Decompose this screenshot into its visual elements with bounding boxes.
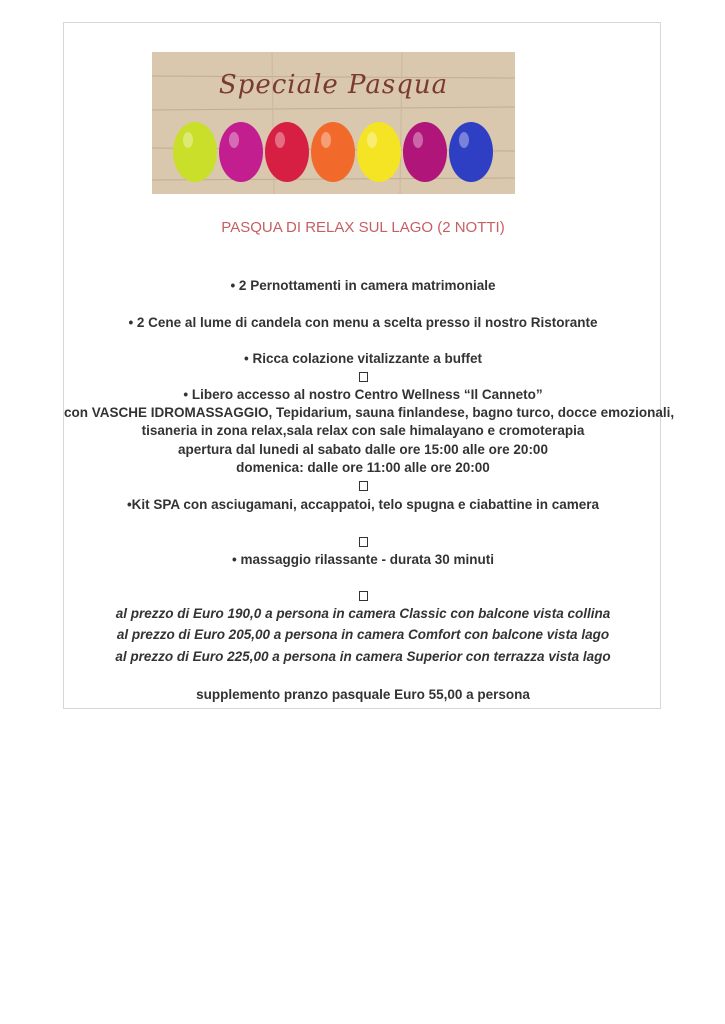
easter-egg — [173, 122, 217, 182]
placeholder-glyph — [64, 368, 662, 386]
price-superior: al prezzo di Euro 225,00 a persona in camera Superior con terrazza vista lago — [115, 649, 611, 664]
egg-highlight — [229, 132, 239, 148]
price-classic: al prezzo di Euro 190,0 a persona in camera Classic con balcone vista collina — [115, 606, 611, 621]
supplement-note: supplemento pranzo pasquale Euro 55,00 a persona — [196, 687, 530, 702]
item-cene: • 2 Cene al lume di candela con menu a scelta presso il nostro Ristorante — [128, 315, 598, 330]
placeholder-glyph — [64, 587, 662, 605]
easter-egg — [357, 122, 401, 182]
item-wellness-details: con VASCHE IDROMASSAGGIO, Tepidarium, sauna finlandese, bagno turco, docce emozionali, — [64, 405, 675, 420]
egg-highlight — [183, 132, 193, 148]
easter-egg — [219, 122, 263, 182]
banner-title: Speciale Pasqua — [218, 70, 449, 100]
price-comfort: al prezzo di Euro 205,00 a persona in camera Comfort con balcone vista lago — [116, 627, 610, 642]
egg-highlight — [321, 132, 331, 148]
item-pernottamenti: • 2 Pernottamenti in camera matrimoniale — [230, 278, 496, 293]
placeholder-glyph — [64, 533, 662, 551]
item-colazione: • Ricca colazione vitalizzante a buffet — [243, 351, 483, 366]
easter-banner — [152, 52, 515, 194]
easter-egg — [403, 122, 447, 182]
placeholder-glyph — [64, 477, 662, 495]
offer-card — [63, 22, 675, 709]
easter-egg — [265, 122, 309, 182]
egg-highlight — [459, 132, 469, 148]
item-massaggio: • massaggio rilassante - durata 30 minuti — [231, 552, 495, 567]
item-kit-spa: •Kit SPA con asciugamani, accappatoi, telo spugna e ciabattine in camera — [126, 497, 600, 512]
easter-egg — [311, 122, 355, 182]
egg-highlight — [413, 132, 423, 148]
easter-egg — [449, 122, 493, 182]
offer-title: PASQUA DI RELAX SUL LAGO (2 NOTTI) — [221, 219, 505, 236]
wellness-hours-weekdays: apertura dal lunedi al sabato dalle ore 15:00 alle ore 20:00 — [178, 442, 548, 457]
egg-highlight — [367, 132, 377, 148]
egg-highlight — [275, 132, 285, 148]
item-wellness: • Libero accesso al nostro Centro Wellness “Il Canneto” — [183, 387, 543, 402]
wellness-hours-sunday: domenica: dalle ore 11:00 alle ore 20:00 — [236, 460, 490, 475]
item-wellness-details-2: tisaneria in zona relax,sala relax con sale himalayano e cromoterapia — [141, 423, 585, 438]
